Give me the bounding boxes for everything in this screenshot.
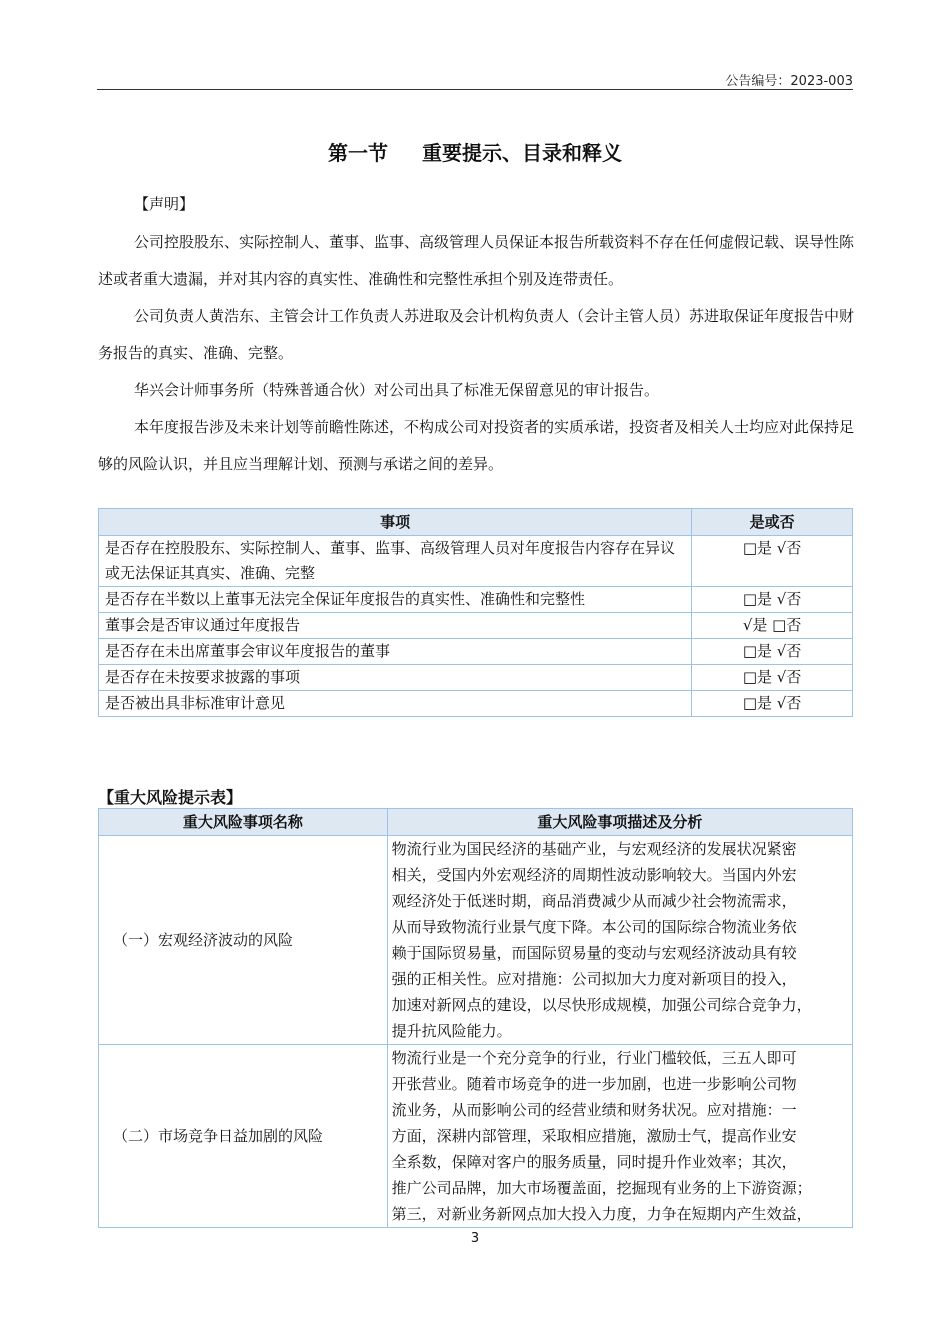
table-row [99,691,853,717]
risk-description [387,836,852,1045]
column-header: 是或否 [692,509,853,536]
risk-description-line: 第三，对新业务新网点加大投入力度，力争在短期内产生效益， [391,1205,812,1223]
table-row [99,613,853,639]
risk-description-line: 物流行业是一个充分竞争的行业，行业门槛较低，三五人即可 [391,1049,797,1067]
matter-answer: □是 √否 [692,587,853,613]
matter-item: 是否存在控股股东、实际控制人、董事、监事、高级管理人员对年度报告内容存在异议或无法保证其真实、准确、完整 [99,536,692,587]
page-number: 3 [470,1231,480,1246]
risk-description-line: 强的正相关性。应对措施：公司拟加大力度对新项目的投入， [391,970,797,988]
announcement-code: 公告编号：2023-003 [725,74,853,89]
risk-description-line: 全系数，保障对客户的服务质量，同时提升作业效率；其次， [391,1153,797,1171]
matters-table [98,508,853,717]
risk-table [98,808,853,1228]
statement-paragraph: 公司负责人黄浩东、主管会计工作负责人苏进取及会计机构负责人（会计主管人员）苏进取保证年度报告中财务报告的真实、准确、完整。 [98,307,855,362]
column-header: 重大风险事项描述及分析 [387,809,852,836]
risk-name: （二）市场竞争日益加剧的风险 [99,1045,388,1228]
matter-answer: □是 √否 [692,691,853,717]
matter-answer: □是 √否 [692,536,853,587]
statement-paragraph: 本年度报告涉及未来计划等前瞻性陈述，不构成公司对投资者的实质承诺，投资者及相关人士均应对此保持足够的风险认识，并且应当理解计划、预测与承诺之间的差异。 [98,418,855,473]
risk-description-line: 方面，深耕内部管理，采取相应措施，激励士气，提高作业安 [391,1127,797,1145]
risk-description-line: 开张营业。随着市场竞争的进一步加剧，也进一步影响公司物 [391,1075,797,1093]
matter-answer: √是 □否 [692,613,853,639]
table-row [99,836,853,1045]
risk-description [387,1045,852,1228]
risk-description-line: 推广公司品牌，加大市场覆盖面，挖掘现有业务的上下游资源； [391,1179,812,1197]
risk-table-heading: 【重大风险提示表】 [98,788,243,807]
table-row [99,665,853,691]
statement-paragraph: 华兴会计师事务所（特殊普通合伙）对公司出具了标准无保留意见的审计报告。 [134,381,660,399]
risk-description-line: 相关，受国内外宏观经济的周期性波动影响较大。当国内外宏 [391,866,797,884]
risk-description-line: 流业务，从而影响公司的经营业绩和财务状况。应对措施：一 [391,1101,797,1119]
column-header: 重大风险事项名称 [99,809,388,836]
matter-answer: □是 √否 [692,665,853,691]
matter-item: 是否存在未按要求披露的事项 [99,665,692,691]
column-header: 事项 [99,509,692,536]
section-title-number: 第一节 [328,141,388,165]
table-row [99,587,853,613]
matter-item: 是否存在未出席董事会审议年度报告的董事 [99,639,692,665]
table-header-row [99,809,853,836]
matter-item: 董事会是否审议通过年度报告 [99,613,692,639]
section-title [0,137,950,166]
matter-answer: □是 √否 [692,639,853,665]
statement-paragraph: 公司控股股东、实际控制人、董事、监事、高级管理人员保证本报告所载资料不存在任何虚假记载、误导性陈述或者重大遗漏，并对其内容的真实性、准确性和完整性承担个别及连带责任。 [98,233,855,288]
risk-description-line: 加速对新网点的建设，以尽快形成规模，加强公司综合竞争力， [391,996,812,1014]
risk-name: （一）宏观经济波动的风险 [99,836,388,1045]
risk-description-line: 物流行业为国民经济的基础产业，与宏观经济的发展状况紧密 [391,840,797,858]
risk-description-line: 提升抗风险能力。 [391,1022,512,1040]
matter-item: 是否被出具非标准审计意见 [99,691,692,717]
risk-description-line: 从而导致物流行业景气度下降。本公司的国际综合物流业务依 [391,918,797,936]
table-row [99,639,853,665]
table-row [99,1045,853,1228]
section-title-text: 重要提示、目录和释义 [422,141,622,165]
table-header-row [99,509,853,536]
statement-heading: 【声明】 [134,195,195,213]
table-row [99,536,853,587]
risk-description-line: 赖于国际贸易量，而国际贸易量的变动与宏观经济波动具有较 [391,944,797,962]
matter-item: 是否存在半数以上董事无法完全保证年度报告的真实性、准确性和完整性 [99,587,692,613]
risk-description-line: 观经济处于低迷时期，商品消费减少从而减少社会物流需求， [391,892,797,910]
header-divider [97,89,853,90]
